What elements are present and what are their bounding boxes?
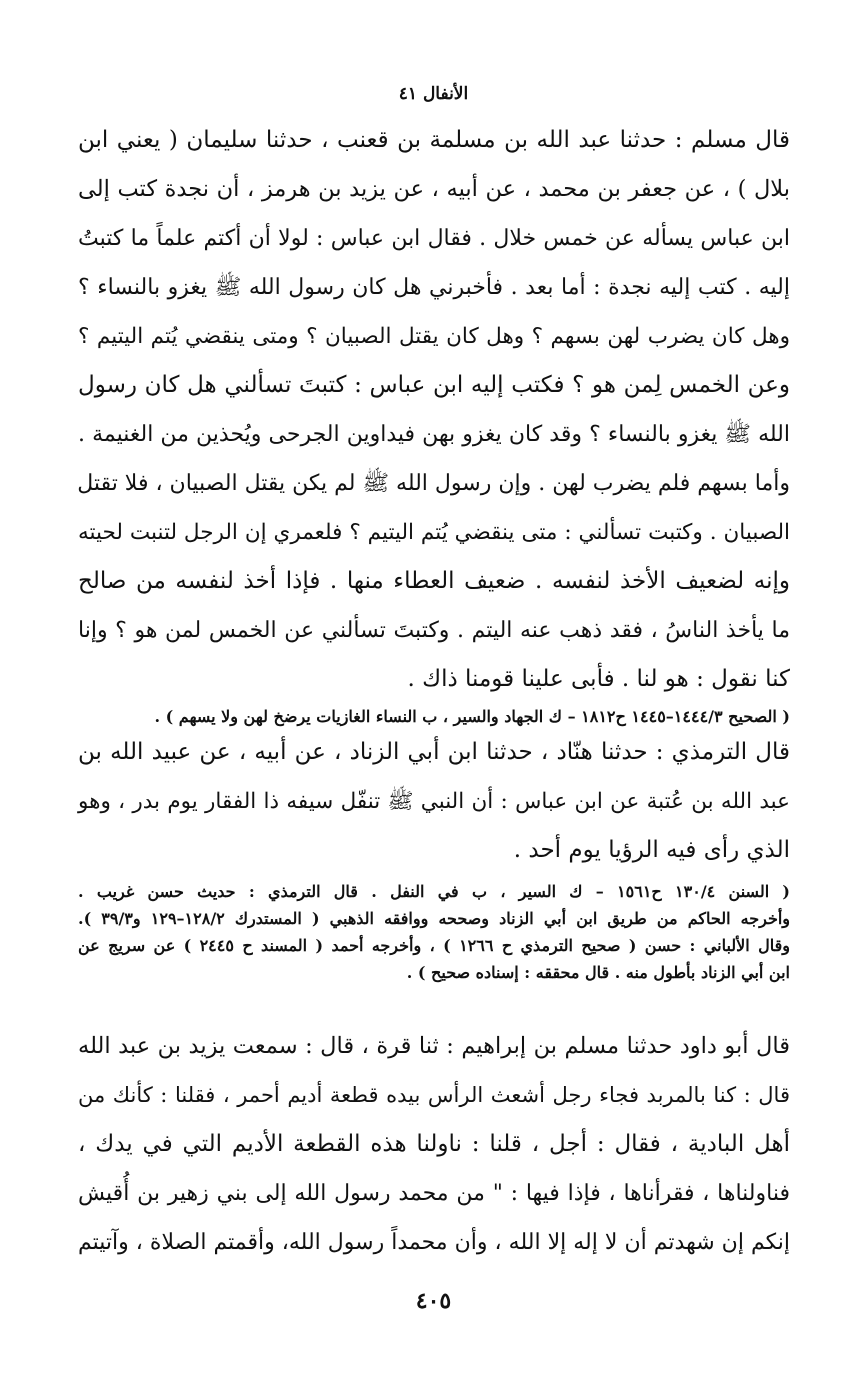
paragraph-abu-dawud [78,1022,790,1267]
running-header: الأنفال ٤١ [398,84,469,104]
text-line: إليه . كتب إليه نجدة : أما بعد . فأخبرني هل كان رسول الله ﷺ يغزو بالنساء ؟ [78,275,790,300]
citation-muslim [78,703,790,730]
text-line: الله ﷺ يغزو بالنساء ؟ وقد كان يغزو بهن فيداوين الجرحى ويُحذين من الغنيمة . [78,422,790,447]
text-line: وهل كان يضرب لهن بسهم ؟ وهل كان يقتل الصبيان ؟ ومتى ينقضي يُتم اليتيم ؟ [78,324,790,349]
text-line: قال مسلم : حدثنا عبد الله بن مسلمة بن قعنب ، حدثنا سليمان ( يعني ابن [78,127,790,153]
citation-line: وأخرجه الحاكم من طريق ابن أبي الزناد وصححه ووافقه الذهبي ( المستدرك ١٢٨/٢–١٢٩ و٣٩/٣ ). [78,909,791,928]
text-line: وإنه لضعيف الأخذ لنفسه . ضعيف العطاء منها . فإذا أخذ لنفسه من صالح [78,568,790,594]
paragraph-muslim [78,116,790,704]
text-line: ابن عباس يسأله عن خمس خلال . فقال ابن عباس : لولا أن أكتم علماً ما كتبتُ [78,226,790,251]
text-line: قال أبو داود حدثنا مسلم بن إبراهيم : ثنا قرة ، قال : سمعت يزيد بن عبد الله [78,1033,790,1059]
citation-line: وقال الألباني : حسن ( صحيح الترمذي ح ١٢٦٦ ) ، وأخرجه أحمد ( المسند ح ٢٤٤٥ ) عن سريج عن [78,936,790,955]
text-line: ما يأخذ الناسُ ، فقد ذهب عنه اليتم . وكتبتَ تسألني عن الخمس لمن هو ؟ وإنا [78,618,790,643]
text-line: إنكم إن شهدتم أن لا إله إلا الله ، وأن محمداً رسول الله، وأقمتم الصلاة ، وآتيتم [78,1230,790,1255]
text-line: بلال ) ، عن جعفر بن محمد ، عن أبيه ، عن يزيد بن هرمز ، أن نجدة كتب إلى [78,176,790,202]
citation-line: ابن أبي الزناد بأطول منه . قال محققه : إسناده صحيح ) . [406,963,790,982]
text-line: كنا نقول : هو لنا . فأبى علينا قومنا ذاك . [407,666,790,692]
text-line: وعن الخمس لِمن هو ؟ فكتب إليه ابن عباس : كتبتَ تسألني هل كان رسول [78,372,790,398]
text-line: فناولناها ، فقرأناها ، فإذا فيها : " من محمد رسول الله إلى بني زهير بن أُقيش [78,1181,790,1206]
text-line: قال الترمذي : حدثنا هنّاد ، حدثنا ابن أبي الزناد ، عن أبيه ، عن عبيد الله بن [78,739,790,765]
text-line: قال : كنا بالمربد فجاء رجل أشعث الرأس بيده قطعة أديم أحمر ، فقلنا : كأنك من [78,1083,790,1107]
citation-tirmidhi [78,878,790,986]
page-number: ٤٠٥ [415,1288,452,1314]
text-line: الصبيان . وكتبت تسألني : متى ينقضي يُتم اليتيم ؟ فلعمري إن الرجل لتنبت لحيته [78,520,790,545]
text-line: وأما بسهم فلم يضرب لهن . وإن رسول الله ﷺ لم يكن يقتل الصبيان ، فلا تقتل [77,471,790,496]
citation-line: ( السنن ١٣٠/٤ ح١٥٦١ – ك السير ، ب في النفل . قال الترمذي : حديث حسن غريب . [78,882,790,901]
text-line: أهل البادية ، فقال : أجل ، قلنا : ناولنا هذه القطعة الأديم التي في يدك ، [78,1131,790,1157]
text-line: عبد الله بن عُتبة عن ابن عباس : أن النبي ﷺ تنفّل سيفه ذا الفقار يوم بدر ، وهو [78,789,790,814]
paragraph-tirmidhi [78,728,790,875]
citation-line: ( الصحيح ١٤٤٤/٣–١٤٤٥ ح١٨١٢ – ك الجهاد والسير ، ب النساء الغازيات يرضخ لهن ولا يسهم ) . [154,707,790,726]
text-line: الذي رأى فيه الرؤيا يوم أحد . [513,837,790,863]
